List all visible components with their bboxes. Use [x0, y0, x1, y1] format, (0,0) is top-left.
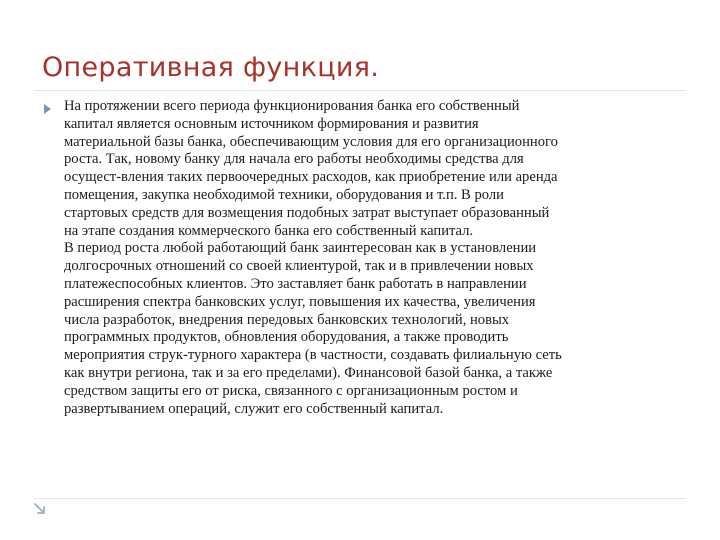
body-line: числа разработок, внедрения передовых банковских технологий, новых [64, 311, 510, 328]
slide-body [64, 98, 694, 418]
body-line: средством защиты его от риска, связанного с организационным ростом и [64, 382, 518, 399]
body-line: осущест-вления таких первоочередных расходов, как приобретение или аренда [64, 169, 558, 186]
footer-divider [34, 498, 686, 499]
body-line: стартовых средств для возмещения подобных затрат выступает образованный [64, 204, 550, 221]
body-line: долгосрочных отношений со своей клиентурой, так и в привлечении новых [64, 258, 534, 275]
triangle-bullet-icon [44, 104, 51, 114]
body-line: программных продуктов, обновления оборудования, а также проводить [64, 329, 509, 346]
body-line: В период роста любой работающий банк заинтересован как в установлении [64, 240, 537, 257]
nav-arrow-icon[interactable] [34, 503, 46, 515]
body-line: как внутри региона, так и за его пределами). Финансовой базой банка, а также [64, 364, 553, 381]
body-line: платежеспособных клиентов. Это заставляет банк работать в направлении [64, 275, 527, 292]
body-line: роста. Так, новому банку для начала его работы необходимы средства для [64, 151, 524, 168]
body-line: развертыванием операций, служит его собственный капитал. [64, 400, 444, 417]
body-line: материальной базы банка, обеспечивающим условия для его организационного [64, 133, 558, 150]
body-line: На протяжении всего периода функционирования банка его собственный [64, 98, 520, 114]
body-line: мероприятия струк-турного характера (в частности, создавать филиальную сеть [64, 347, 562, 364]
slide-title: Оперативная функция. [42, 52, 380, 83]
body-line: помещения, закупка необходимой техники, оборудования и т.п. В роли [64, 186, 504, 203]
body-line: капитал является основным источником формирования и развития [64, 115, 479, 132]
title-divider [34, 90, 686, 91]
body-line: расширения спектра банковских услуг, повышения их качества, увеличения [64, 293, 536, 310]
body-line: на этапе создания коммерческого банка его собственный капитал. [64, 222, 474, 239]
